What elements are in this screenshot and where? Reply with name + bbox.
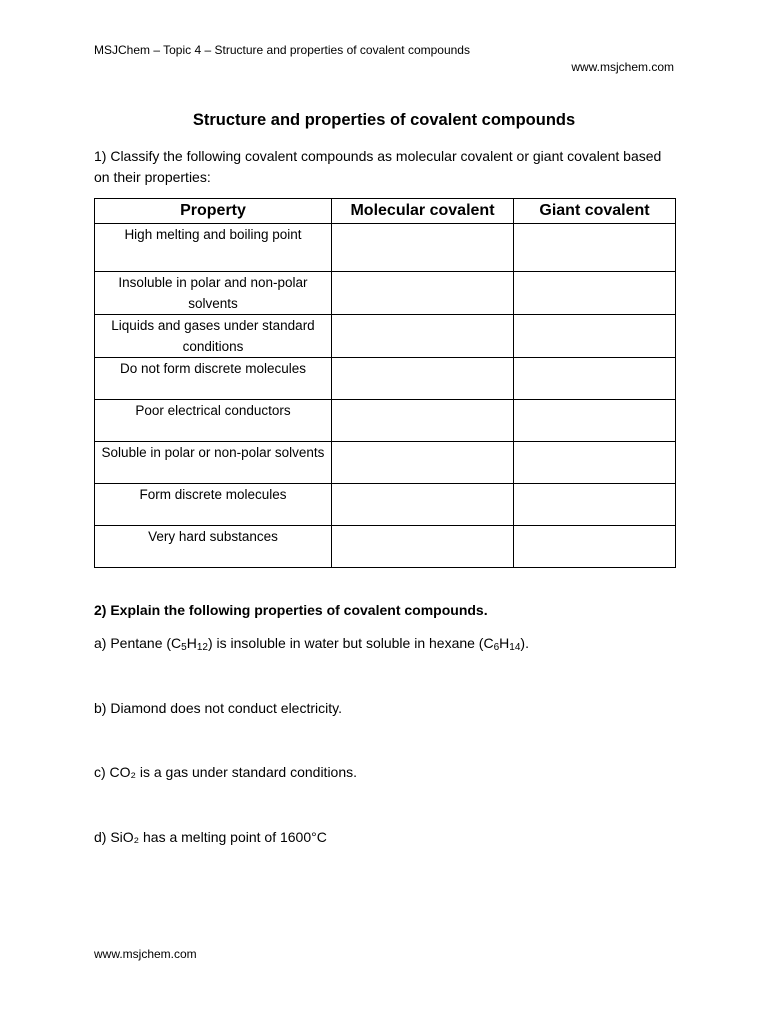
property-cell: Poor electrical conductors — [95, 400, 332, 442]
giant-answer-cell[interactable] — [514, 526, 676, 568]
table-row — [95, 400, 676, 442]
question-2-heading: 2) Explain the following properties of covalent compounds. — [94, 602, 488, 618]
question-1: 1) Classify the following covalent compounds as molecular covalent or giant covalent based on their properties: — [94, 148, 662, 185]
property-cell: Soluble in polar or non-polar solvents — [95, 442, 332, 484]
property-cell: Very hard substances — [95, 526, 332, 568]
molecular-answer-cell[interactable] — [332, 484, 514, 526]
table-row — [95, 315, 676, 358]
question-2a-text: H — [499, 635, 510, 651]
subscript: 5 — [181, 642, 187, 653]
table-header-row — [95, 199, 676, 224]
subscript: 6 — [493, 642, 500, 653]
page-title: Structure and properties of covalent compounds — [192, 111, 576, 129]
property-cell: Do not form discrete molecules — [95, 358, 332, 400]
question-2a-text: a) Pentane (C — [94, 635, 182, 651]
giant-answer-cell[interactable] — [514, 272, 676, 315]
table-row — [95, 358, 676, 400]
question-2d: d) SiO₂ has a melting point of 1600°C — [94, 829, 327, 845]
subscript: 14 — [509, 642, 521, 653]
giant-answer-cell[interactable] — [514, 442, 676, 484]
header-topic: MSJChem – Topic 4 – Structure and properties of covalent compounds — [94, 43, 470, 57]
table-row — [95, 272, 676, 315]
property-cell: Insoluble in polar and non-polar solvents — [95, 272, 332, 315]
molecular-answer-cell[interactable] — [332, 526, 514, 568]
question-2c: c) CO₂ is a gas under standard conditions. — [94, 764, 358, 780]
table-row — [95, 526, 676, 568]
question-2a-text: ). — [520, 635, 529, 651]
molecular-answer-cell[interactable] — [332, 442, 514, 484]
molecular-answer-cell[interactable] — [332, 272, 514, 315]
header-website: www.msjchem.com — [571, 60, 674, 74]
property-cell: High melting and boiling point — [95, 224, 332, 272]
header-molecular-covalent: Molecular covalent — [332, 199, 514, 224]
table-row — [95, 442, 676, 484]
table-row — [95, 484, 676, 526]
properties-table — [94, 198, 676, 568]
question-2a-text: ) is insoluble in water but soluble in hexane (C — [207, 635, 494, 651]
molecular-answer-cell[interactable] — [332, 358, 514, 400]
giant-answer-cell[interactable] — [514, 224, 676, 272]
molecular-answer-cell[interactable] — [332, 224, 514, 272]
header-giant-covalent: Giant covalent — [514, 199, 676, 224]
giant-answer-cell[interactable] — [514, 315, 676, 358]
giant-answer-cell[interactable] — [514, 400, 676, 442]
molecular-answer-cell[interactable] — [332, 400, 514, 442]
header-property: Property — [95, 199, 332, 224]
table-row — [95, 224, 676, 272]
subscript: 12 — [196, 642, 208, 653]
footer-website: www.msjchem.com — [94, 947, 197, 961]
giant-answer-cell[interactable] — [514, 358, 676, 400]
question-2a — [94, 635, 529, 653]
question-2a-text: H — [186, 635, 197, 651]
property-cell: Form discrete molecules — [95, 484, 332, 526]
property-cell: Liquids and gases under standard conditions — [95, 315, 332, 358]
molecular-answer-cell[interactable] — [332, 315, 514, 358]
giant-answer-cell[interactable] — [514, 484, 676, 526]
question-2b: b) Diamond does not conduct electricity. — [94, 700, 342, 716]
